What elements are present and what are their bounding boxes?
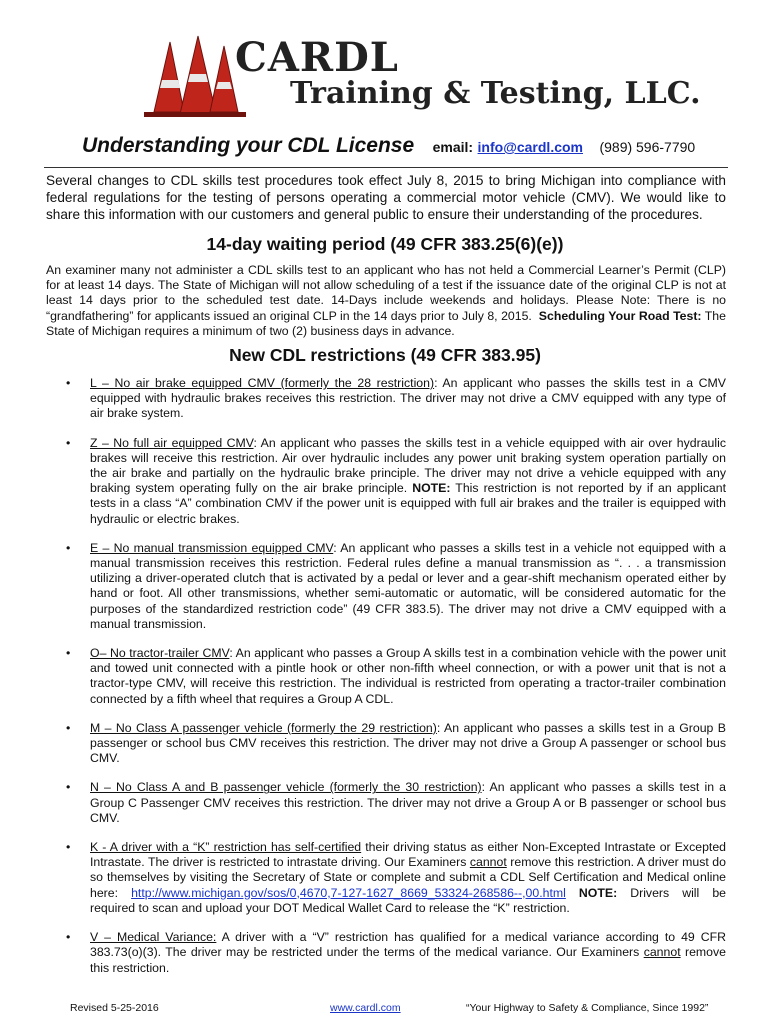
note-label: NOTE:	[412, 481, 451, 496]
email-link[interactable]: info@cardl.com	[477, 139, 583, 155]
self-certification-link[interactable]: http://www.michigan.gov/sos/0,4670,7-127-1627_8669_53324-268586--,00.html	[131, 885, 566, 900]
restriction-l	[46, 376, 726, 422]
company-slogan: “Your Highway to Safety & Compliance, Since 1992”	[466, 1002, 709, 1014]
restriction-v	[46, 930, 726, 976]
restriction-text: : An applicant who passes a skills test in a vehicle not equipped with a manual transmission receives this restriction. Federal rules define a manual transmission as “. . . a transmission utilizing a driver-operated clutch that is activated by a pedal or lever and a gear-shift mechanism operated either by hand or foot. All other transmissions, whether semi-automatic or automatic, will be considered automatic for the purposes of the standardized restriction code” (49 CFR 383.5). The driver may not drive a CMV equipped with a manual transmission.	[90, 540, 726, 631]
phone-number: (989) 596-7790	[599, 139, 696, 155]
brand-subtitle: Training & Testing, LLC.	[290, 76, 701, 111]
bullet-icon: •	[66, 720, 71, 735]
restriction-text: their driving status as either Non-Excepted Intrastate or Excepted Intrastate. The driver is restricted to intrastate driving. Our Examiners	[90, 840, 726, 870]
scheduling-text: The State of Michigan requires a minimum of two (2) business days in advance.	[46, 308, 726, 338]
waiting-period-text	[46, 263, 726, 339]
restriction-title: Z – No full air equipped CMV	[90, 435, 254, 450]
waiting-period-heading: 14-day waiting period (49 CFR 383.25(6)(e))	[206, 234, 564, 254]
company-logo	[140, 28, 701, 118]
restriction-e	[46, 541, 726, 632]
note-text: Drivers will be required to scan and upload your DOT Medical Wallet Card to release the “K” restriction.	[90, 885, 726, 915]
scheduling-label: Scheduling Your Road Test:	[538, 308, 702, 323]
restriction-o	[46, 646, 726, 707]
restriction-text: : An applicant who passes a skills test in a Group B passenger or school bus CMV receives this restriction. The driver may not drive a Group A passenger or school bus CMV.	[90, 720, 726, 766]
restriction-text: : An applicant who passes the skills test in a vehicle equipped with air over hydraulic brakes will receive this restriction. Air over hydraulic includes any power unit braking system operation partially on the air brake and partially on the hydraulic brake principle. The driver may not drive a vehicle equipped with any braking system operating fully on the air brake principle.	[90, 435, 726, 496]
cannot-emphasis: cannot	[643, 945, 681, 960]
brand-name: CARDL	[235, 34, 399, 81]
restriction-title: M – No Class A passenger vehicle (formerly the 29 restriction)	[90, 720, 437, 735]
restriction-title: K - A driver with a “K” restriction has self-certified	[90, 840, 362, 855]
website-link[interactable]: www.cardl.com	[330, 1002, 401, 1014]
restriction-k	[46, 840, 726, 916]
restrictions-list	[46, 376, 726, 990]
header-divider	[44, 167, 728, 168]
restriction-title: O– No tractor-trailer CMV	[90, 646, 230, 661]
email-label: email:	[432, 139, 474, 155]
restrictions-heading: New CDL restrictions (49 CFR 383.95)	[229, 345, 541, 365]
waiting-period-body: An examiner many not administer a CDL skills test to an applicant who has not held a Commercial Learner’s Permit (CLP) for at least 14 days. The State of Michigan will not allow scheduling of a test if the issuance date of the original CLP is not at least 14 days prior to the scheduled test date. 14-Days include weekends and holidays. Please Note: There is no “grandfathering” for applicants issued an original CLP in the 14 days prior to July 8, 2015.	[46, 263, 726, 323]
restriction-m	[46, 721, 726, 767]
bullet-icon: •	[66, 540, 71, 555]
bullet-icon: •	[66, 646, 71, 661]
restriction-title: L – No air brake equipped CMV (formerly the 28 restriction)	[90, 376, 435, 390]
bullet-icon: •	[66, 376, 71, 390]
restriction-z	[46, 436, 726, 527]
bullet-icon: •	[66, 435, 71, 450]
restriction-text: : An applicant who passes a Group A skills test in a combination vehicle with the power unit and towed unit connected with a pintle hook or other non-fifth wheel connection, or with a power unit that is not a tractor-type CMV, will receive this restriction. The individual is restricted from operating a tractor-trailer combination connected by a fifth wheel that requires a Group A CDL.	[90, 646, 727, 706]
restriction-text-cont: remove this restriction. A driver must do so themselves by visiting the Secretary of State or complete and submit a CDL Self Certification and Medical online here:	[90, 855, 726, 900]
restriction-text: : An applicant who passes the skills test in a CMV equipped with hydraulic brakes receives this restriction. The driver may not drive a CMV equipped with any type of air brake system.	[90, 376, 726, 421]
title-row	[82, 134, 722, 158]
bullet-icon: •	[66, 840, 71, 855]
revision-date: Revised 5-25-2016	[70, 1002, 159, 1014]
restriction-title: N – No Class A and B passenger vehicle (formerly the 30 restriction)	[90, 780, 482, 795]
restriction-n	[46, 780, 726, 826]
note-text: This restriction is not reported by if an applicant tests in a class “A” combination CMV if the power unit is equipped with full air brakes and the trailer is equipped with hydraulic or electric brakes.	[90, 481, 726, 526]
intro-paragraph: Several changes to CDL skills test procedures took effect July 8, 2015 to bring Michigan into compliance with federal regulations for the testing of persons operating a commercial motor vehicle (CMV). We would like to share this information with our customers and general public to ensure their understanding of the procedures.	[46, 173, 726, 222]
restriction-text-cont: remove this restriction.	[90, 945, 727, 975]
restriction-text: : An applicant who passes a skills test in a Group C Passenger CMV receives this restriction. The driver may not drive a Group A or B passenger or school bus CMV.	[90, 780, 727, 825]
restriction-title: V – Medical Variance:	[90, 930, 217, 945]
cannot-emphasis: cannot	[469, 855, 507, 870]
restriction-title: E – No manual transmission equipped CMV	[90, 540, 334, 555]
page-title: Understanding your CDL License	[82, 134, 415, 157]
restriction-text: A driver with a “V” restriction has qualified for a medical variance according to 49 CFR 383.73(o)(3). The driver may be restricted under the terms of the medical variance. Our Examiners	[90, 930, 727, 960]
bullet-icon: •	[66, 780, 71, 795]
note-label: NOTE:	[565, 885, 618, 900]
traffic-cones-icon	[140, 34, 250, 118]
bullet-icon: •	[66, 930, 71, 945]
